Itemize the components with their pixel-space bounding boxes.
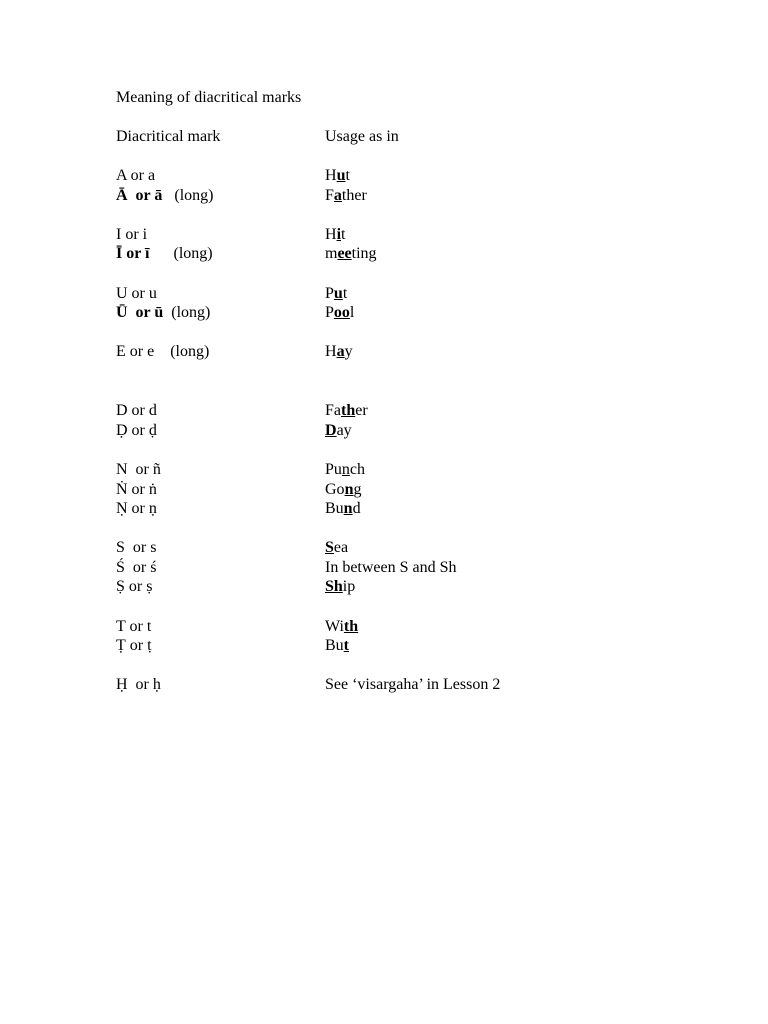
text-segment: H <box>325 167 337 184</box>
text-segment: T or t <box>116 617 152 635</box>
diacritical-mark-cell <box>116 617 151 637</box>
table-row <box>0 480 768 500</box>
highlighted-sound: S <box>325 539 334 557</box>
table-row <box>0 538 768 558</box>
usage-example-cell <box>325 617 358 637</box>
text-segment: m <box>325 245 338 263</box>
text-segment: (long) <box>163 304 211 322</box>
text-segment: ting <box>351 245 377 263</box>
table-row <box>0 558 768 578</box>
usage-example-cell <box>325 460 365 480</box>
highlighted-sound: n <box>344 480 354 498</box>
text-segment: P <box>325 284 334 302</box>
diacritical-mark-cell <box>116 499 157 519</box>
text-segment: Ṇ or ṇ <box>116 500 157 518</box>
table-row <box>0 244 768 264</box>
usage-example-cell <box>325 244 377 264</box>
column-header-mark: Diacritical mark <box>116 128 221 145</box>
diacritical-mark-cell <box>116 166 155 186</box>
text-segment: Bu <box>325 500 344 518</box>
highlighted-sound: a <box>336 343 345 361</box>
highlighted-sound: D <box>325 421 337 439</box>
usage-example-cell <box>325 558 457 578</box>
usage-example-cell <box>325 186 367 206</box>
table-row <box>0 303 768 323</box>
text-segment: t <box>341 225 346 243</box>
highlighted-sound: th <box>341 402 356 420</box>
text-segment: I or i <box>116 225 148 243</box>
row-spacer <box>0 382 768 402</box>
text-segment: Bu <box>325 637 344 655</box>
table-row <box>0 284 768 304</box>
text-segment: H <box>325 225 337 243</box>
row-spacer <box>0 519 768 539</box>
column-header-usage: Usage as in <box>325 128 399 145</box>
highlighted-sound: th <box>343 617 359 635</box>
text-segment: Ā or ā <box>116 186 163 204</box>
text-segment: Ī or ī <box>116 245 150 263</box>
text-segment: ea <box>333 539 349 557</box>
text-segment: l <box>349 304 355 322</box>
table-row <box>0 421 768 441</box>
text-segment: ay <box>336 421 352 439</box>
highlighted-sound: i <box>336 225 342 243</box>
text-segment: In between S and Sh <box>325 558 457 576</box>
table-row <box>0 225 768 245</box>
text-segment: Ḥ or ḥ <box>116 676 161 694</box>
usage-example-cell <box>325 499 361 519</box>
text-segment: D or d <box>116 402 157 420</box>
diacritical-mark-cell <box>116 577 152 597</box>
text-segment: S or s <box>116 539 157 557</box>
row-spacer <box>0 205 768 225</box>
text-segment: U or u <box>116 284 157 302</box>
diacritics-table <box>0 166 768 695</box>
text-segment: Pu <box>325 460 342 478</box>
row-spacer <box>0 362 768 382</box>
highlighted-sound: Sh <box>325 578 343 596</box>
diacritical-mark-cell <box>116 421 157 441</box>
text-segment: Ū or ū <box>116 304 164 322</box>
text-segment: Ṭ or ṭ <box>116 637 152 655</box>
text-segment: d <box>352 500 361 518</box>
usage-example-cell <box>325 636 349 656</box>
text-segment: Fa <box>325 402 341 420</box>
diacritical-mark-cell <box>116 244 213 264</box>
table-row <box>0 577 768 597</box>
table-row <box>0 675 768 695</box>
text-segment: A or a <box>116 167 156 184</box>
diacritical-mark-cell <box>116 558 156 578</box>
text-segment: t <box>345 167 350 184</box>
table-row <box>0 636 768 656</box>
usage-example-cell <box>325 303 354 323</box>
diacritical-mark-cell <box>116 675 161 695</box>
usage-example-cell <box>325 675 500 695</box>
text-segment: H <box>325 343 337 361</box>
text-segment: Ṅ or ṅ <box>116 480 157 498</box>
table-row <box>0 166 768 186</box>
text-segment: t <box>342 284 348 302</box>
diacritical-mark-cell <box>116 342 209 362</box>
highlighted-sound: n <box>341 460 350 478</box>
usage-example-cell <box>325 480 361 500</box>
text-segment: Ḍ or ḍ <box>116 421 157 439</box>
usage-example-cell <box>325 342 353 362</box>
text-segment: y <box>344 343 353 361</box>
row-spacer <box>0 656 768 676</box>
text-segment: ch <box>349 460 366 478</box>
text-segment: (long) <box>149 245 213 263</box>
diacritical-mark-cell <box>116 186 213 206</box>
diacritical-mark-cell <box>116 401 157 421</box>
diacritical-mark-cell <box>116 284 157 304</box>
text-segment: E or e (long) <box>116 343 210 361</box>
highlighted-sound: t <box>343 637 349 655</box>
diacritical-mark-cell <box>116 636 152 656</box>
table-row <box>0 342 768 362</box>
text-segment: P <box>325 304 334 322</box>
row-spacer <box>0 323 768 343</box>
usage-example-cell <box>325 538 348 558</box>
text-segment: Ṣ or ṣ <box>116 578 153 596</box>
usage-example-cell <box>325 225 345 245</box>
highlighted-sound: oo <box>333 304 350 322</box>
table-row <box>0 460 768 480</box>
table-row <box>0 499 768 519</box>
usage-example-cell <box>325 166 350 186</box>
usage-example-cell <box>325 284 347 304</box>
text-segment: g <box>353 480 362 498</box>
page-title: Meaning of diacritical marks <box>116 89 302 106</box>
text-segment: ip <box>342 578 356 596</box>
table-row <box>0 617 768 637</box>
text-segment: (long) <box>162 186 214 204</box>
highlighted-sound: ee <box>337 245 352 263</box>
row-spacer <box>0 597 768 617</box>
text-segment: Ś or ś <box>116 558 157 576</box>
table-row <box>0 186 768 206</box>
text-segment: F <box>325 186 334 204</box>
text-segment: er <box>355 402 368 420</box>
highlighted-sound: n <box>343 500 353 518</box>
highlighted-sound: u <box>333 284 343 302</box>
diacritical-mark-cell <box>116 303 210 323</box>
text-segment: See ‘visargaha’ in Lesson 2 <box>325 676 501 694</box>
text-segment: N or ñ <box>116 460 161 478</box>
diacritical-mark-cell <box>116 538 156 558</box>
usage-example-cell <box>325 577 355 597</box>
diacritical-mark-cell <box>116 225 147 245</box>
diacritical-mark-cell <box>116 480 157 500</box>
usage-example-cell <box>325 421 352 441</box>
text-segment: ther <box>341 186 367 204</box>
table-row <box>0 401 768 421</box>
highlighted-sound: u <box>336 167 346 184</box>
highlighted-sound: a <box>333 186 342 204</box>
row-spacer <box>0 264 768 284</box>
text-segment: Go <box>325 480 345 498</box>
text-segment: Wi <box>325 617 344 635</box>
usage-example-cell <box>325 401 368 421</box>
row-spacer <box>0 440 768 460</box>
diacritical-mark-cell <box>116 460 161 480</box>
